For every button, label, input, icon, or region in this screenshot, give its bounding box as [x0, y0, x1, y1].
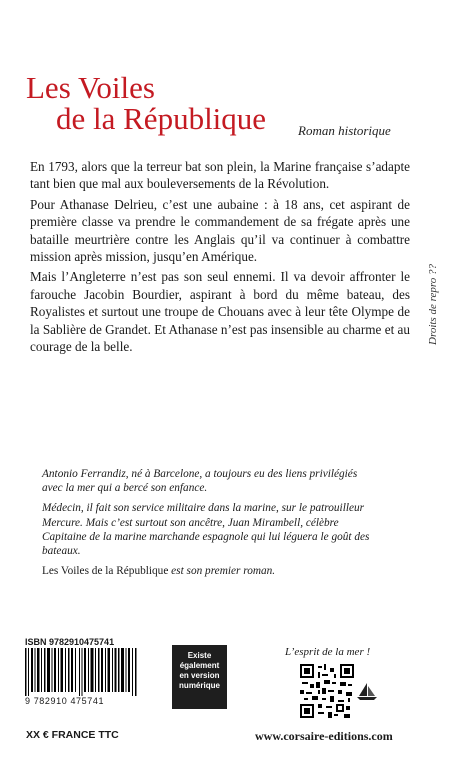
- barcode: [25, 648, 137, 696]
- badge-line: en version: [179, 671, 220, 680]
- bio-first-novel: est son premier roman.: [168, 565, 276, 578]
- badge-line: Existe: [187, 651, 212, 660]
- badge-line: numérique: [179, 681, 220, 690]
- blurb-paragraph: Pour Athanase Delrieu, c’est une aubaine : à 18 ans, cet aspirant de première classe va prendre le commandement de sa frégate après une bataille meurtrière contre les Anglais qu’il va continuer à combattre mission après mission, jusqu’en Amérique.: [30, 196, 410, 265]
- ebook-availability-badge: [172, 645, 227, 709]
- bio-paragraph: [42, 564, 376, 578]
- price: XX € FRANCE TTC: [26, 729, 119, 741]
- barcode-digits: 9 782910 475741: [25, 696, 105, 706]
- book-title-line2: de la République: [56, 101, 267, 136]
- blurb-paragraph: Mais l’Angleterre n’est pas son seul ennemi. Il va devoir affronter le farouche Jacobin Bourdier, aspirant à bord du même bateau, des Royalistes et surtout une troupe de Chouans avec à leur tête Olympe de la Sablière de Grandet. Et Athanase n’est pas insensible au charme et au courage de la belle.: [30, 269, 410, 355]
- publisher-website: www.corsaire-editions.com: [255, 729, 393, 743]
- publisher-logo-icon: [356, 681, 378, 701]
- badge-line: également: [179, 661, 220, 670]
- blurb-paragraph: En 1793, alors que la terreur bat son plein, la Marine française s’adapte tant bien que mal aux bouleversements de la Révolution.: [30, 159, 410, 192]
- author-bio: [42, 467, 376, 584]
- bio-paragraph: Médecin, il fait son service militaire dans la marine, sur le patrouilleur Mercure. Mais c’est surtout son ancêtre, Juan Mirambell, célèbre Capitaine de la marine marchande espagnole qui lui léguera le goût des bateaux.: [42, 502, 370, 558]
- publisher-tagline: L’esprit de la mer !: [285, 646, 371, 658]
- rights-note: Droits de repro ??: [427, 264, 439, 345]
- blurb: [30, 158, 410, 358]
- bio-book-title: Les Voiles de la République: [42, 565, 169, 578]
- qr-code: [300, 664, 354, 718]
- book-subtitle: Roman historique: [298, 123, 391, 138]
- bio-paragraph: Antonio Ferrandiz, né à Barcelone, a toujours eu des liens privilégiés avec la mer qui a bercé son enfance.: [42, 468, 358, 495]
- isbn: ISBN 9782910475741: [25, 637, 115, 647]
- book-title-line1: Les Voiles: [26, 70, 155, 105]
